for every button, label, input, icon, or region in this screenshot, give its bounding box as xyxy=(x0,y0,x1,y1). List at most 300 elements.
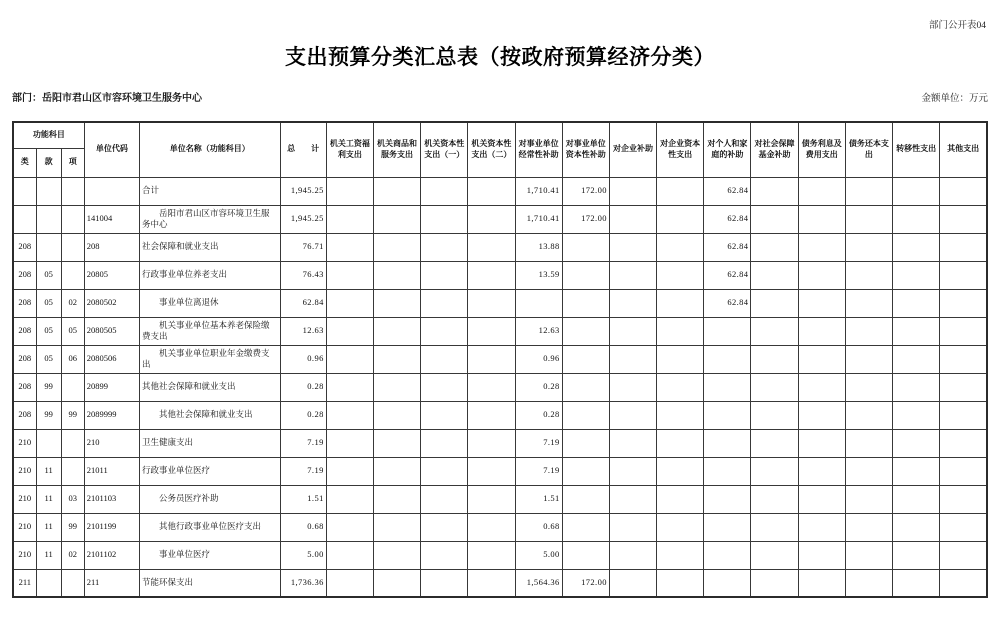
value-cell xyxy=(373,485,420,513)
value-cell xyxy=(609,457,656,485)
value-cell xyxy=(845,485,892,513)
value-cell xyxy=(421,373,468,401)
value-cell xyxy=(421,261,468,289)
value-cell xyxy=(845,233,892,261)
func-class-cell: 210 xyxy=(13,429,36,457)
value-cell xyxy=(798,485,845,513)
unit-name-cell: 其他社会保障和就业支出 xyxy=(140,401,281,429)
value-cell xyxy=(704,429,751,457)
value-cell xyxy=(373,345,420,373)
value-cell xyxy=(609,177,656,205)
func-class-cell: 208 xyxy=(13,401,36,429)
value-cell: 62.84 xyxy=(704,233,751,261)
value-cell xyxy=(421,205,468,233)
value-cell xyxy=(468,289,515,317)
value-cell: 0.28 xyxy=(515,373,562,401)
value-cell xyxy=(421,457,468,485)
value-cell xyxy=(657,569,704,597)
value-cell xyxy=(562,261,609,289)
value-cell: 13.59 xyxy=(515,261,562,289)
value-cell xyxy=(845,373,892,401)
value-cell: 1.51 xyxy=(280,485,326,513)
unit-code-cell xyxy=(84,177,139,205)
value-cell xyxy=(798,345,845,373)
unit-code-cell: 210 xyxy=(84,429,139,457)
value-cell xyxy=(704,569,751,597)
func-item-cell xyxy=(61,569,84,597)
unit-name-cell: 其他行政事业单位医疗支出 xyxy=(140,513,281,541)
value-cell xyxy=(657,541,704,569)
func-section-cell: 11 xyxy=(36,513,61,541)
value-cell xyxy=(704,317,751,345)
value-cell xyxy=(845,317,892,345)
value-cell xyxy=(515,289,562,317)
value-cell xyxy=(468,457,515,485)
value-cell xyxy=(798,373,845,401)
value-cell xyxy=(468,401,515,429)
value-cell xyxy=(373,457,420,485)
value-cell xyxy=(845,345,892,373)
func-section-cell: 05 xyxy=(36,289,61,317)
unit-name-cell: 节能环保支出 xyxy=(140,569,281,597)
value-cell: 7.19 xyxy=(280,429,326,457)
value-cell xyxy=(751,317,798,345)
value-cell xyxy=(893,485,940,513)
value-cell xyxy=(373,233,420,261)
value-cell xyxy=(468,513,515,541)
unit-name-cell: 事业单位医疗 xyxy=(140,541,281,569)
func-item-cell xyxy=(61,205,84,233)
value-cell xyxy=(940,345,987,373)
value-cell xyxy=(468,345,515,373)
value-cell xyxy=(845,401,892,429)
unit-name-cell: 合计 xyxy=(140,177,281,205)
value-cell xyxy=(562,457,609,485)
table-row xyxy=(13,345,987,373)
header-metric-other: 其他支出 xyxy=(940,122,987,177)
value-cell: 7.19 xyxy=(515,429,562,457)
value-cell xyxy=(657,373,704,401)
value-cell: 0.28 xyxy=(280,373,326,401)
func-item-cell: 03 xyxy=(61,485,84,513)
table-row xyxy=(13,513,987,541)
table-container xyxy=(12,121,988,598)
value-cell xyxy=(893,513,940,541)
value-cell xyxy=(326,429,373,457)
value-cell xyxy=(704,485,751,513)
func-class-cell: 210 xyxy=(13,541,36,569)
table-body xyxy=(13,177,987,597)
value-cell xyxy=(468,317,515,345)
func-section-cell: 99 xyxy=(36,401,61,429)
amount-unit-label: 金额单位：万元 xyxy=(921,94,988,104)
value-cell xyxy=(940,457,987,485)
value-cell: 0.68 xyxy=(515,513,562,541)
value-cell: 1,945.25 xyxy=(280,177,326,205)
value-cell: 1,710.41 xyxy=(515,177,562,205)
value-cell xyxy=(893,373,940,401)
value-cell xyxy=(940,401,987,429)
value-cell: 1.51 xyxy=(515,485,562,513)
unit-code-cell: 2101199 xyxy=(84,513,139,541)
value-cell xyxy=(940,317,987,345)
value-cell xyxy=(798,569,845,597)
value-cell xyxy=(468,261,515,289)
header-metric-transfer: 转移性支出 xyxy=(893,122,940,177)
value-cell xyxy=(326,401,373,429)
func-class-cell: 208 xyxy=(13,317,36,345)
func-item-cell xyxy=(61,457,84,485)
unit-name-cell: 行政事业单位养老支出 xyxy=(140,261,281,289)
value-cell xyxy=(845,289,892,317)
func-section-cell xyxy=(36,429,61,457)
value-cell xyxy=(798,513,845,541)
value-cell: 62.84 xyxy=(704,289,751,317)
value-cell xyxy=(704,541,751,569)
value-cell xyxy=(562,429,609,457)
table-header xyxy=(13,122,987,177)
value-cell xyxy=(373,205,420,233)
value-cell xyxy=(562,541,609,569)
value-cell: 62.84 xyxy=(280,289,326,317)
value-cell xyxy=(421,513,468,541)
header-metric-capital-2: 机关资本性支出（二） xyxy=(468,122,515,177)
table-row xyxy=(13,485,987,513)
func-item-cell: 02 xyxy=(61,289,84,317)
func-section-cell: 11 xyxy=(36,541,61,569)
func-class-cell: 208 xyxy=(13,345,36,373)
table-row xyxy=(13,205,987,233)
func-section-cell xyxy=(36,233,61,261)
value-cell xyxy=(562,289,609,317)
value-cell xyxy=(562,317,609,345)
value-cell: 12.63 xyxy=(280,317,326,345)
unit-code-cell: 2080505 xyxy=(84,317,139,345)
func-section-cell xyxy=(36,177,61,205)
value-cell: 62.84 xyxy=(704,205,751,233)
func-item-cell: 02 xyxy=(61,541,84,569)
value-cell: 0.28 xyxy=(515,401,562,429)
unit-code-cell: 211 xyxy=(84,569,139,597)
value-cell: 172.00 xyxy=(562,177,609,205)
value-cell xyxy=(609,345,656,373)
value-cell xyxy=(373,429,420,457)
value-cell xyxy=(751,485,798,513)
value-cell xyxy=(845,457,892,485)
value-cell xyxy=(468,373,515,401)
table-row xyxy=(13,261,987,289)
value-cell xyxy=(421,317,468,345)
func-item-cell: 99 xyxy=(61,513,84,541)
value-cell xyxy=(373,541,420,569)
func-section-cell xyxy=(36,205,61,233)
value-cell xyxy=(845,569,892,597)
unit-code-cell: 2080502 xyxy=(84,289,139,317)
value-cell xyxy=(609,317,656,345)
func-section-cell: 99 xyxy=(36,373,61,401)
value-cell xyxy=(751,541,798,569)
unit-name-cell: 行政事业单位医疗 xyxy=(140,457,281,485)
unit-name-cell: 机关事业单位职业年金缴费支出 xyxy=(140,345,281,373)
header-total: 总 计 xyxy=(280,122,326,177)
value-cell xyxy=(421,569,468,597)
value-cell: 5.00 xyxy=(280,541,326,569)
header-metric-enterprise-subsidy: 对企业补助 xyxy=(609,122,656,177)
func-class-cell: 208 xyxy=(13,373,36,401)
value-cell xyxy=(421,429,468,457)
value-cell xyxy=(468,205,515,233)
value-cell xyxy=(468,177,515,205)
value-cell xyxy=(751,289,798,317)
value-cell xyxy=(373,513,420,541)
table-row xyxy=(13,317,987,345)
value-cell xyxy=(751,233,798,261)
table-row xyxy=(13,457,987,485)
unit-code-cell: 21011 xyxy=(84,457,139,485)
table-row xyxy=(13,289,987,317)
unit-code-cell: 20805 xyxy=(84,261,139,289)
func-item-cell xyxy=(61,373,84,401)
value-cell xyxy=(326,177,373,205)
unit-name-cell: 卫生健康支出 xyxy=(140,429,281,457)
value-cell xyxy=(657,205,704,233)
value-cell xyxy=(421,233,468,261)
unit-name-cell: 其他社会保障和就业支出 xyxy=(140,373,281,401)
value-cell xyxy=(798,541,845,569)
header-metric-institution-capital: 对事业单位资本性补助 xyxy=(562,122,609,177)
value-cell xyxy=(845,513,892,541)
value-cell xyxy=(893,345,940,373)
value-cell xyxy=(421,485,468,513)
table-row xyxy=(13,541,987,569)
value-cell xyxy=(657,261,704,289)
header-metric-individual-family: 对个人和家庭的补助 xyxy=(704,122,751,177)
value-cell xyxy=(940,429,987,457)
func-class-cell: 208 xyxy=(13,233,36,261)
value-cell xyxy=(704,345,751,373)
value-cell xyxy=(893,177,940,205)
header-metric-goods-services: 机关商品和服务支出 xyxy=(373,122,420,177)
value-cell xyxy=(751,429,798,457)
value-cell: 1,564.36 xyxy=(515,569,562,597)
value-cell xyxy=(562,345,609,373)
value-cell xyxy=(893,205,940,233)
value-cell xyxy=(798,429,845,457)
value-cell xyxy=(609,429,656,457)
value-cell xyxy=(798,317,845,345)
value-cell: 13.88 xyxy=(515,233,562,261)
value-cell xyxy=(845,205,892,233)
func-section-cell: 05 xyxy=(36,317,61,345)
value-cell xyxy=(893,457,940,485)
func-item-cell xyxy=(61,429,84,457)
value-cell xyxy=(845,429,892,457)
header-metric-debt-interest: 债务利息及费用支出 xyxy=(798,122,845,177)
unit-name-cell: 公务员医疗补助 xyxy=(140,485,281,513)
header-metric-debt-principal: 债务还本支出 xyxy=(845,122,892,177)
value-cell xyxy=(704,457,751,485)
value-cell xyxy=(562,373,609,401)
func-item-cell xyxy=(61,261,84,289)
value-cell: 0.68 xyxy=(280,513,326,541)
doc-sheet-label: 部门公开表04 xyxy=(928,21,986,31)
value-cell xyxy=(751,261,798,289)
header-unit-code: 单位代码 xyxy=(84,122,139,177)
table-row xyxy=(13,429,987,457)
func-class-cell: 210 xyxy=(13,485,36,513)
value-cell xyxy=(751,177,798,205)
func-class-cell: 210 xyxy=(13,457,36,485)
value-cell xyxy=(798,205,845,233)
value-cell xyxy=(326,569,373,597)
value-cell xyxy=(893,569,940,597)
value-cell xyxy=(657,485,704,513)
value-cell: 0.96 xyxy=(280,345,326,373)
func-class-cell xyxy=(13,177,36,205)
func-class-cell: 208 xyxy=(13,289,36,317)
func-class-cell: 208 xyxy=(13,261,36,289)
value-cell: 1,945.25 xyxy=(280,205,326,233)
value-cell xyxy=(373,177,420,205)
header-func-item: 项 xyxy=(61,148,84,177)
func-section-cell: 05 xyxy=(36,261,61,289)
value-cell: 12.63 xyxy=(515,317,562,345)
value-cell xyxy=(468,569,515,597)
value-cell xyxy=(704,513,751,541)
value-cell xyxy=(751,569,798,597)
unit-code-cell: 2089999 xyxy=(84,401,139,429)
table-row xyxy=(13,401,987,429)
value-cell xyxy=(609,289,656,317)
value-cell xyxy=(940,373,987,401)
meta-row xyxy=(12,89,988,104)
department-label: 部门：岳阳市君山区市容环境卫生服务中心 xyxy=(12,93,202,104)
value-cell xyxy=(940,485,987,513)
value-cell xyxy=(326,541,373,569)
value-cell xyxy=(893,401,940,429)
value-cell xyxy=(940,233,987,261)
value-cell xyxy=(751,401,798,429)
value-cell xyxy=(751,373,798,401)
value-cell xyxy=(893,541,940,569)
value-cell xyxy=(940,205,987,233)
unit-code-cell: 2080506 xyxy=(84,345,139,373)
value-cell xyxy=(373,289,420,317)
value-cell: 7.19 xyxy=(515,457,562,485)
func-item-cell: 05 xyxy=(61,317,84,345)
func-class-cell: 210 xyxy=(13,513,36,541)
func-item-cell: 06 xyxy=(61,345,84,373)
value-cell xyxy=(845,177,892,205)
func-item-cell: 99 xyxy=(61,401,84,429)
value-cell xyxy=(326,345,373,373)
value-cell xyxy=(893,429,940,457)
table-row xyxy=(13,569,987,597)
value-cell xyxy=(373,569,420,597)
value-cell xyxy=(845,541,892,569)
value-cell: 76.71 xyxy=(280,233,326,261)
value-cell xyxy=(657,401,704,429)
value-cell xyxy=(845,261,892,289)
header-metric-salary: 机关工资福利支出 xyxy=(326,122,373,177)
unit-code-cell: 208 xyxy=(84,233,139,261)
value-cell xyxy=(609,373,656,401)
value-cell: 5.00 xyxy=(515,541,562,569)
header-func-section: 款 xyxy=(36,148,61,177)
value-cell xyxy=(326,289,373,317)
unit-name-cell: 社会保障和就业支出 xyxy=(140,233,281,261)
value-cell xyxy=(751,457,798,485)
value-cell: 0.96 xyxy=(515,345,562,373)
value-cell xyxy=(940,261,987,289)
value-cell xyxy=(326,205,373,233)
value-cell xyxy=(326,317,373,345)
unit-code-cell: 141004 xyxy=(84,205,139,233)
value-cell xyxy=(421,177,468,205)
value-cell xyxy=(657,317,704,345)
value-cell xyxy=(562,401,609,429)
value-cell xyxy=(421,345,468,373)
table-row xyxy=(13,233,987,261)
value-cell xyxy=(893,317,940,345)
value-cell xyxy=(657,177,704,205)
value-cell xyxy=(562,233,609,261)
value-cell xyxy=(609,513,656,541)
value-cell xyxy=(798,457,845,485)
value-cell xyxy=(421,541,468,569)
value-cell xyxy=(421,289,468,317)
value-cell xyxy=(940,177,987,205)
func-section-cell xyxy=(36,569,61,597)
unit-name-cell: 机关事业单位基本养老保险缴费支出 xyxy=(140,317,281,345)
value-cell xyxy=(468,485,515,513)
table-row xyxy=(13,373,987,401)
value-cell xyxy=(562,513,609,541)
header-metric-capital-1: 机关资本性支出（一） xyxy=(421,122,468,177)
value-cell xyxy=(326,261,373,289)
func-class-cell: 211 xyxy=(13,569,36,597)
value-cell xyxy=(468,429,515,457)
value-cell xyxy=(657,513,704,541)
func-item-cell xyxy=(61,233,84,261)
value-cell xyxy=(609,401,656,429)
value-cell: 62.84 xyxy=(704,177,751,205)
value-cell xyxy=(609,569,656,597)
value-cell xyxy=(704,401,751,429)
value-cell xyxy=(751,345,798,373)
value-cell xyxy=(326,233,373,261)
value-cell xyxy=(326,457,373,485)
unit-name-cell: 事业单位离退休 xyxy=(140,289,281,317)
value-cell xyxy=(657,289,704,317)
table-row xyxy=(13,177,987,205)
header-metric-enterprise-capital: 对企业资本性支出 xyxy=(657,122,704,177)
value-cell xyxy=(940,569,987,597)
value-cell xyxy=(326,485,373,513)
value-cell xyxy=(657,345,704,373)
value-cell: 1,710.41 xyxy=(515,205,562,233)
func-section-cell: 11 xyxy=(36,457,61,485)
header-unit-name: 单位名称（功能科目） xyxy=(140,122,281,177)
func-class-cell xyxy=(13,205,36,233)
value-cell xyxy=(893,233,940,261)
value-cell xyxy=(798,177,845,205)
header-metric-social-security: 对社会保障基金补助 xyxy=(751,122,798,177)
value-cell xyxy=(373,401,420,429)
value-cell xyxy=(940,541,987,569)
value-cell: 0.28 xyxy=(280,401,326,429)
value-cell xyxy=(940,289,987,317)
